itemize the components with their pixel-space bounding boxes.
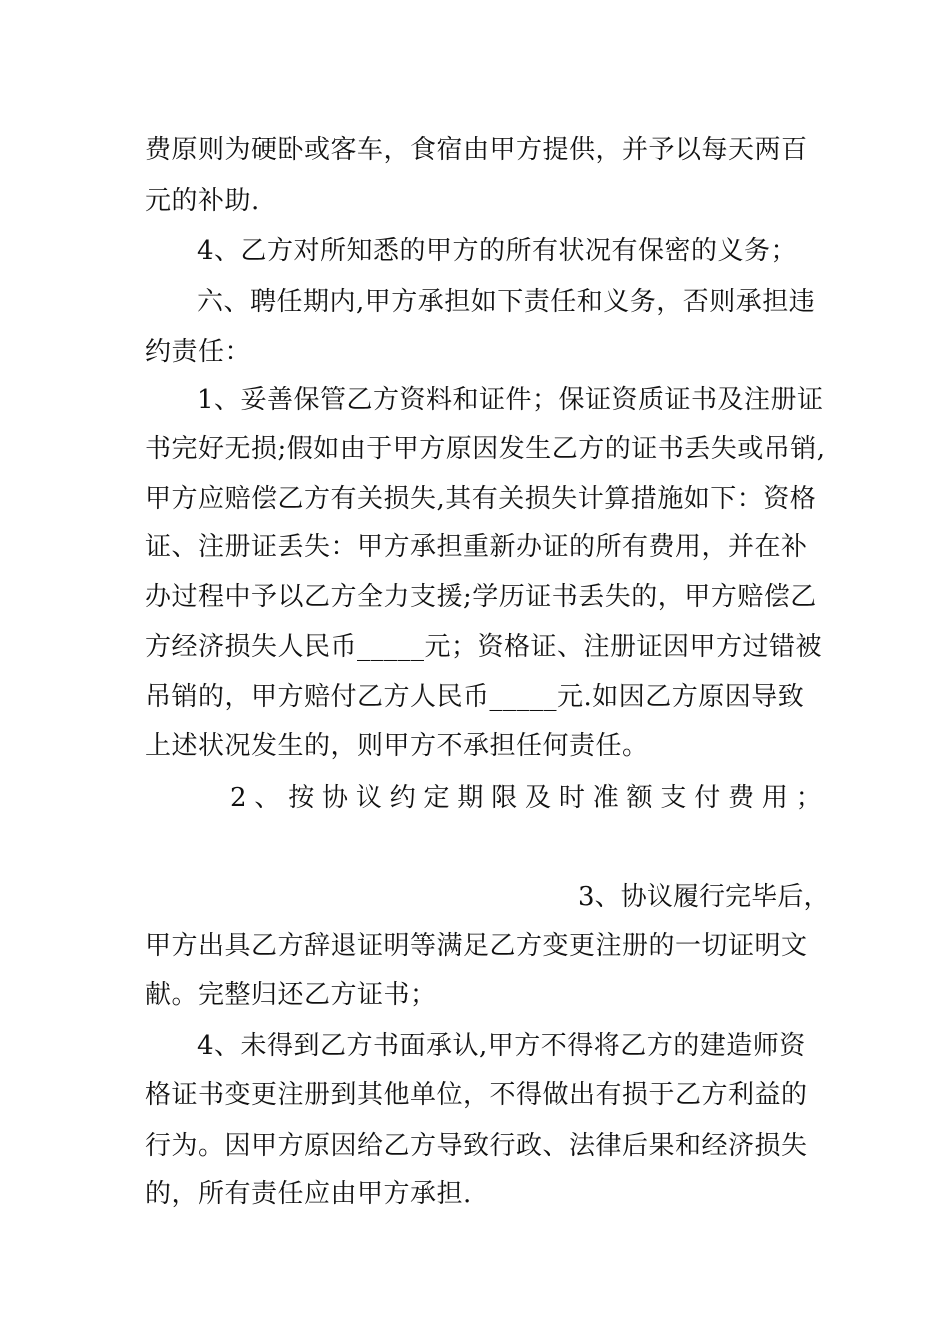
text-line-4: 六、聘任期内,甲方承担如下责任和义务，否则承担违 — [197, 287, 816, 317]
text-line-10: 办过程中予以乙方全力支援;学历证书丢失的，甲方赔偿乙 — [145, 582, 817, 612]
text-line-6: 1、妥善保管乙方资料和证件；保证资质证书及注册证 — [197, 385, 824, 415]
text-line-12: 吊销的，甲方赔付乙方人民币_____元.如因乙方原因导致 — [145, 682, 805, 712]
text-line-2: 元的补助. — [145, 186, 260, 216]
text-line-21: 的，所有责任应由甲方承担. — [145, 1179, 472, 1209]
text-line-5: 约责任： — [145, 337, 252, 367]
text-line-3: 4、乙方对所知悉的甲方的所有状况有保密的义务； — [197, 236, 798, 266]
text-line-20: 行为。因甲方原因给乙方导致行政、法律后果和经济损失 — [145, 1131, 808, 1161]
text-line-8: 甲方应赔偿乙方有关损失,其有关损失计算措施如下：资格 — [145, 484, 817, 514]
text-line-17: 献。完整归还乙方证书； — [145, 980, 437, 1010]
text-line-11: 方经济损失人民币_____元；资格证、注册证因甲方过错被 — [145, 632, 823, 662]
text-line-18: 4、未得到乙方书面承认,甲方不得将乙方的建造师资 — [197, 1031, 806, 1061]
text-line-13: 上述状况发生的，则甲方不承担任何责任。 — [145, 731, 649, 761]
text-line-7: 书完好无损;假如由于甲方原因发生乙方的证书丢失或吊销, — [145, 434, 826, 464]
text-line-14: 2、按协议约定期限及时准额支付费用； — [230, 783, 830, 813]
text-line-15: 3、协议履行完毕后， — [578, 882, 830, 912]
text-line-1: 费原则为硬卧或客车，食宿由甲方提供，并予以每天两百 — [145, 135, 808, 165]
text-line-19: 格证书变更注册到其他单位，不得做出有损于乙方利益的 — [145, 1080, 808, 1110]
text-line-9: 证、注册证丢失：甲方承担重新办证的所有费用，并在补 — [145, 532, 808, 562]
text-line-16: 甲方出具乙方辞退证明等满足乙方变更注册的一切证明文 — [145, 931, 808, 961]
